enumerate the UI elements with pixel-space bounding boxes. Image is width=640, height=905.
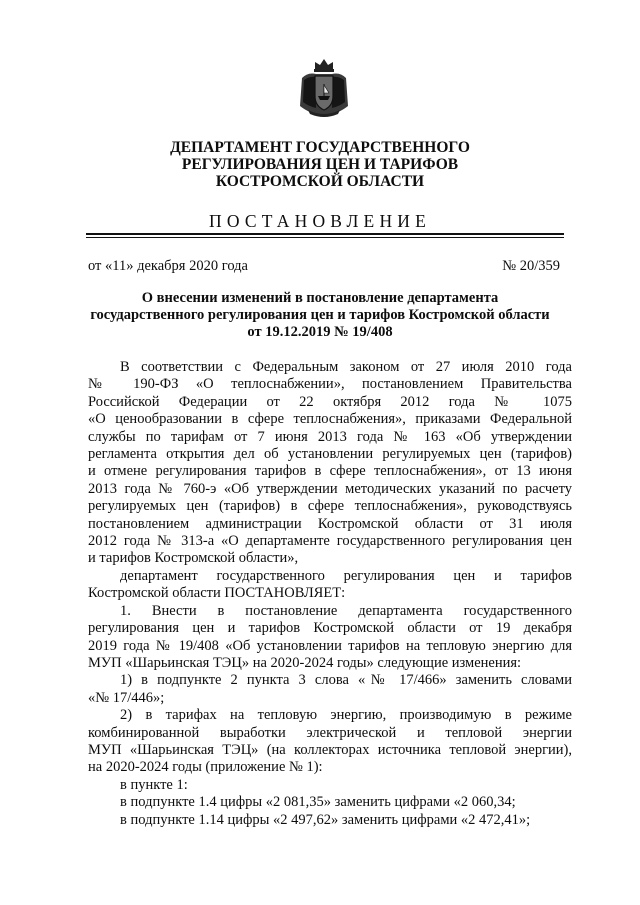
body-line: В соответствии с Федеральным законом от 27 июля 2010 года	[120, 359, 572, 375]
document-subject	[0, 290, 640, 341]
body-line: 2012 года № 313-а «О департаменте государственного регулирования цен	[88, 533, 572, 550]
body-line: Костромской области ПОСТАНОВЛЯЕТ:	[88, 585, 346, 602]
body-line: в пункте 1:	[120, 776, 188, 793]
body-line: постановлением администрации Костромской области от 31 июля	[88, 515, 572, 532]
department-line-2: РЕГУЛИРОВАНИЯ ЦЕН И ТАРИФОВ	[181, 156, 459, 173]
body-line: и тарифов Костромской области»,	[88, 550, 299, 567]
body-line: 1. Внести в постановление департамента государственного	[120, 602, 572, 619]
document-body	[88, 359, 572, 829]
document-type-title: ПОСТАНОВЛЕНИЕ	[208, 211, 432, 231]
body-line: Российской Федерации от 22 октября 2012 года № 1075	[88, 393, 572, 410]
header-divider-thin	[86, 237, 564, 238]
body-line: в подпункте 1.14 цифры «2 497,62» заменить цифрами «2 472,41»;	[120, 811, 531, 828]
subject-line-1: О внесении изменений в постановление департамента	[141, 290, 499, 306]
body-line: службы по тарифам от 7 июня 2013 года № 163 «Об утверждении	[88, 428, 572, 445]
department-line-1: ДЕПАРТАМЕНТ ГОСУДАРСТВЕННОГО	[170, 139, 470, 156]
body-line: 2) в тарифах на тепловую энергию, производимую в режиме	[120, 707, 572, 724]
department-line-3: КОСТРОМСКОЙ ОБЛАСТИ	[215, 173, 425, 190]
body-line: 2013 года № 760-э «Об утверждении методических указаний по расчету	[88, 480, 572, 497]
body-line: комбинированной выработки электрической и тепловой энергии	[88, 724, 572, 741]
body-line: в подпункте 1.4 цифры «2 081,35» заменить цифрами «2 060,34;	[120, 794, 516, 811]
body-line: «№ 17/446»;	[88, 689, 165, 706]
body-line: № 190-ФЗ «О теплоснабжении», постановлением Правительства	[88, 376, 572, 393]
body-line: регулируемых цен (тарифов) в сфере теплоснабжения», руководствуясь	[88, 498, 572, 515]
subject-line-2: государственного регулирования цен и тарифов Костромской области	[90, 307, 550, 323]
header-divider-thick	[86, 233, 564, 235]
body-line: МУП «Шарьинская ТЭЦ» на 2020-2024 годы» следующие изменения:	[88, 654, 522, 671]
body-line: 2019 года № 19/408 «Об установлении тарифов на тепловую энергию для	[88, 637, 572, 654]
body-line: регулирования цен и тарифов Костромской области от 19 декабря	[88, 620, 572, 637]
body-line: «О ценообразовании в сфере теплоснабжения», приказами Федеральной	[88, 411, 572, 428]
body-line: на 2020-2024 годы (приложение № 1):	[88, 759, 323, 776]
document-number: № 20/359	[502, 258, 560, 274]
subject-line-3: от 19.12.2019 № 19/408	[247, 324, 393, 340]
body-line: 1) в подпункте 2 пункта 3 слова «№ 17/466» заменить словами	[120, 672, 572, 689]
body-line: регламента открытия дел об установлении регулируемых цен (тарифов)	[88, 446, 572, 463]
document-date: от «11» декабря 2020 года	[88, 258, 248, 274]
body-line: департамент государственного регулирования цен и тарифов	[120, 567, 572, 584]
coat-of-arms-emblem	[298, 58, 350, 120]
department-name	[0, 139, 640, 190]
body-line: МУП «Шарьинская ТЭЦ» (на коллекторах источника тепловой энергии),	[88, 741, 572, 758]
body-line: и отмене регулирования тарифов в сфере теплоснабжения», от 13 июня	[88, 463, 572, 480]
